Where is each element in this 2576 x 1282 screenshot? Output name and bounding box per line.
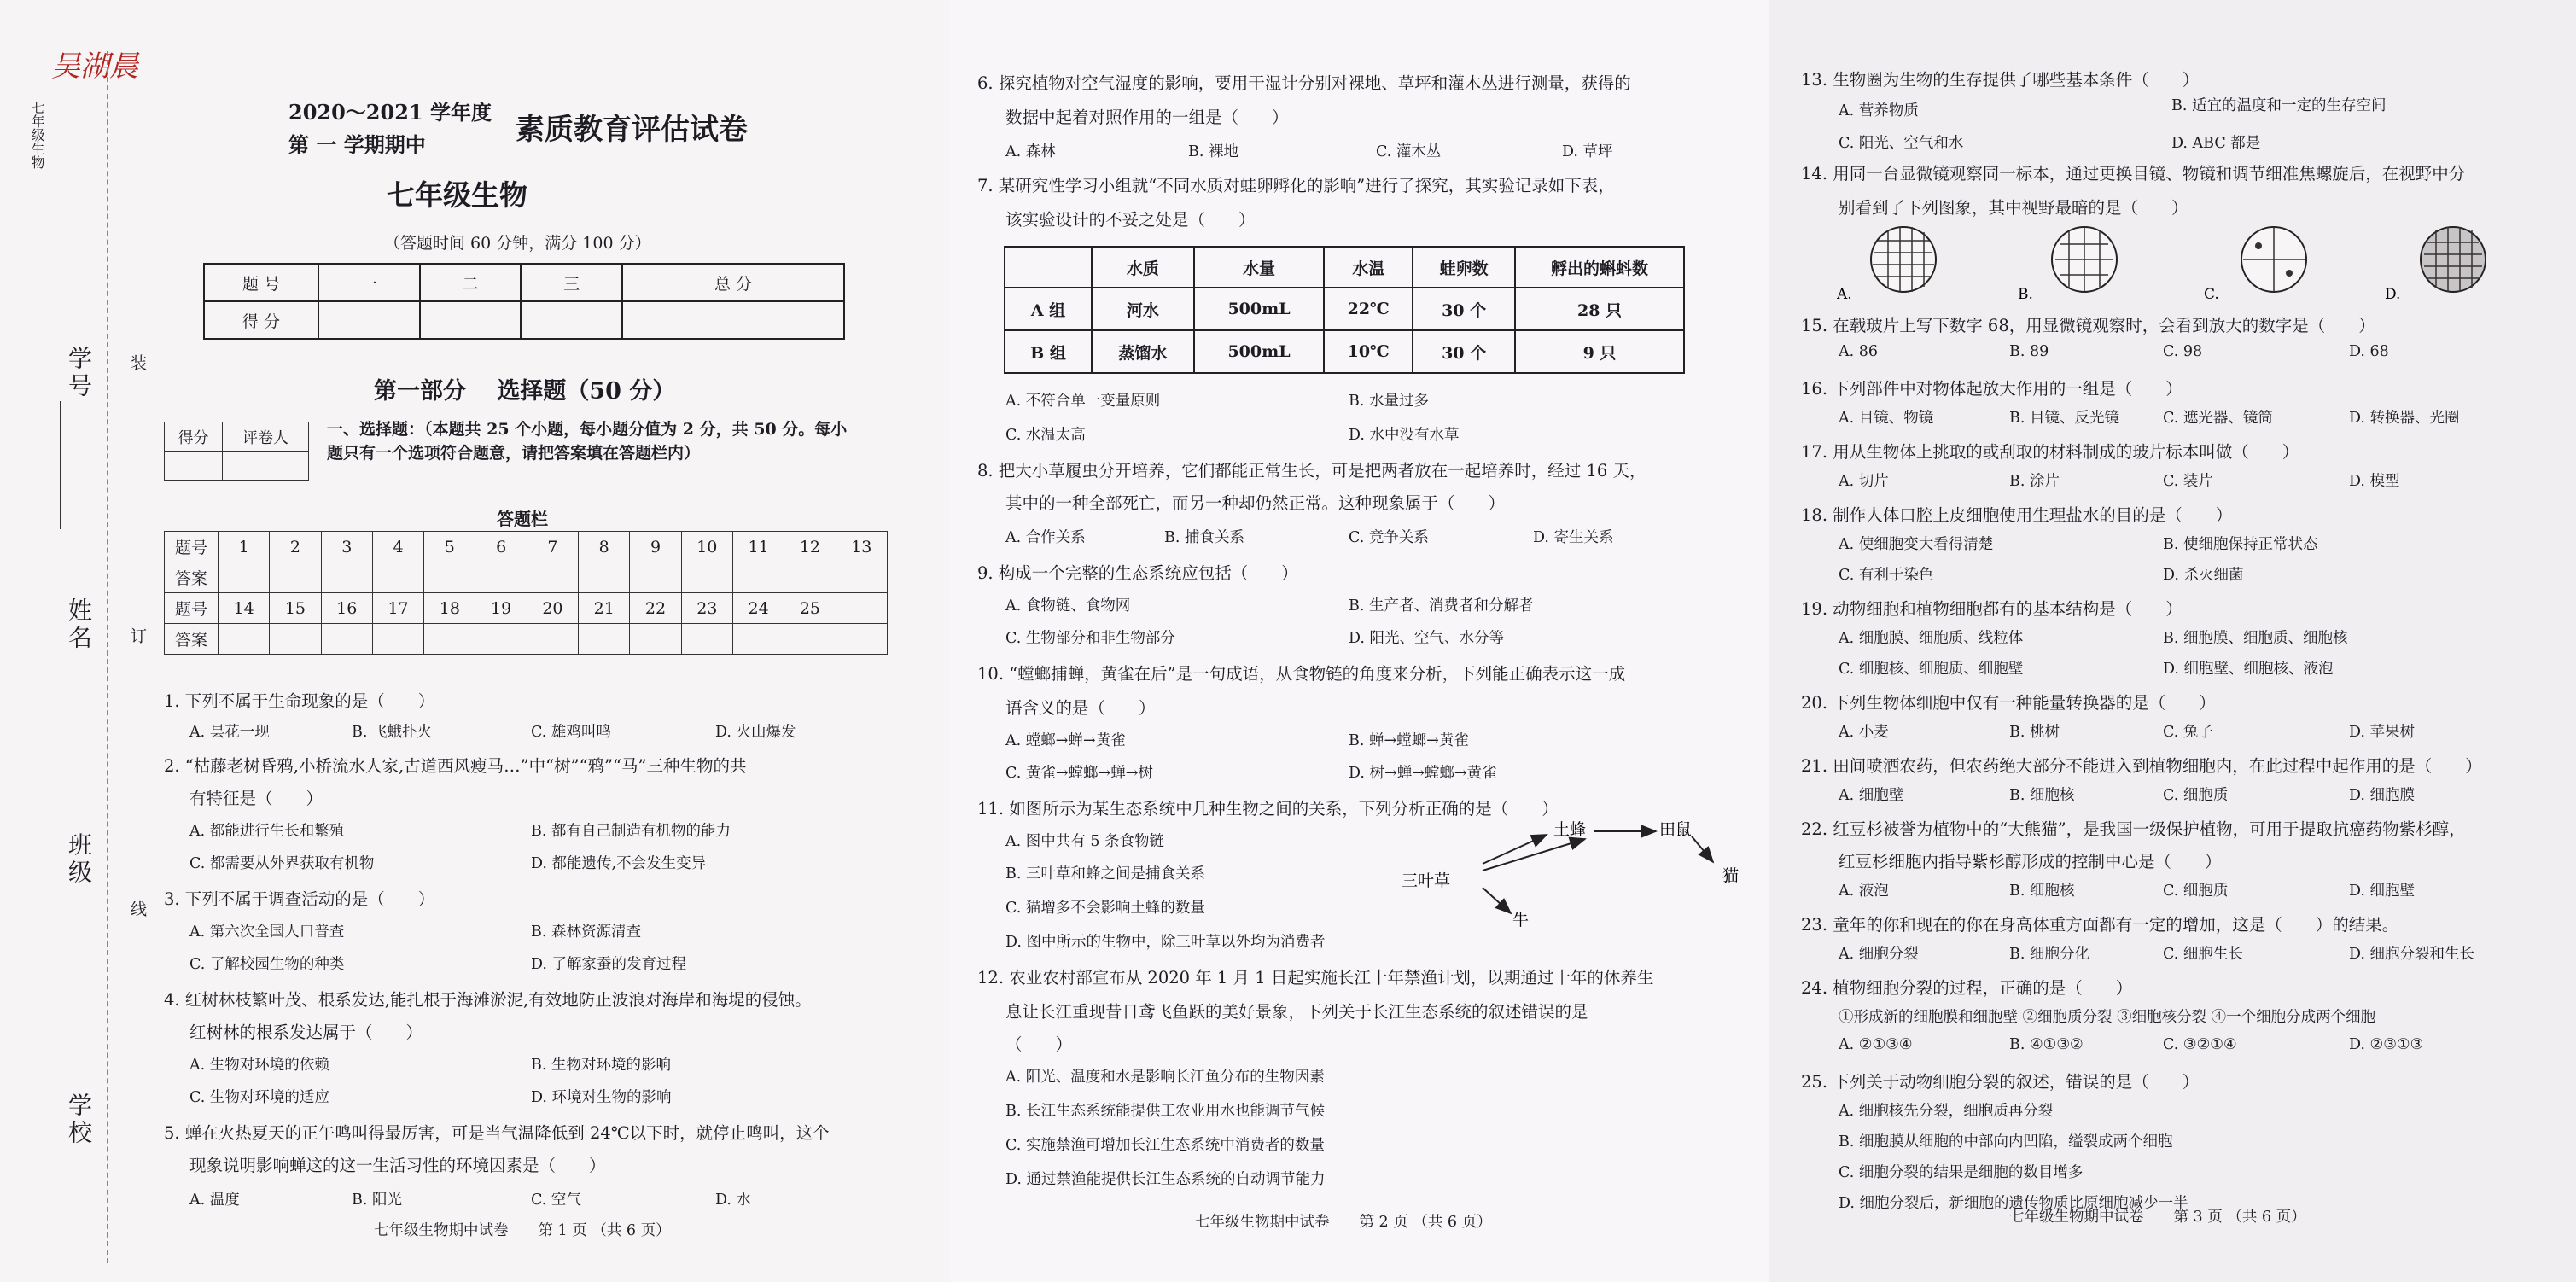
option[interactable]: D. 杀灭细菌 <box>2163 567 2244 584</box>
question-19-stem: 19. 动物细胞和植物细胞都有的基本结构是（ ） <box>1801 599 2183 619</box>
option[interactable]: A. 生物对环境的依赖 <box>189 1057 329 1074</box>
answer-cell[interactable] <box>784 624 836 655</box>
answer-cell[interactable] <box>527 562 578 593</box>
arrow <box>1483 888 1511 913</box>
score-head: 二 <box>420 264 522 301</box>
table-corner <box>1005 247 1092 288</box>
question-number: 19 <box>475 593 527 624</box>
option[interactable]: A. 切片 <box>1839 473 1889 490</box>
score-head: 题 号 <box>204 264 318 301</box>
option[interactable]: B. 生物对环境的影响 <box>531 1057 671 1074</box>
view-label: B. <box>2018 286 2033 302</box>
answer-cell[interactable] <box>372 624 423 655</box>
question-14-stem-cont: 别看到了下列图象，其中视野最暗的是（ ） <box>1839 198 2188 218</box>
option[interactable]: A. 不符合单一变量原则 <box>1005 393 1161 410</box>
answer-cell[interactable] <box>630 562 681 593</box>
question-24-stem: 24. 植物细胞分裂的过程，正确的是（ ） <box>1801 978 2133 998</box>
table-cell: A 组 <box>1005 288 1092 330</box>
bind-xian: 线 <box>128 900 147 917</box>
question-number: 16 <box>321 593 372 624</box>
option[interactable]: B. 蝉→螳螂→黄雀 <box>1349 732 1469 749</box>
question-number: 2 <box>270 532 321 562</box>
question-16-stem: 16. 下列部件中对物体起放大作用的一组是（ ） <box>1801 379 2183 399</box>
page-footer: 七年级生物期中试卷 第 1 页 （共 6 页） <box>374 1222 671 1239</box>
bind-zhuang: 装 <box>128 354 147 370</box>
question-12-stem: 12. 农业农村部宣布从 2020 年 1 月 1 日起实施长江十年禁渔计划，以期通过十年的休养生 <box>977 968 1654 988</box>
option[interactable]: C. 生物对环境的适应 <box>189 1089 329 1106</box>
option[interactable]: C. 了解校园生物的种类 <box>189 956 345 973</box>
option[interactable]: C. 细胞分裂的结果是细胞的数目增多 <box>1839 1164 2084 1181</box>
question-18-stem: 18. 制作人体口腔上皮细胞使用生理盐水的目的是（ ） <box>1801 505 2233 525</box>
answer-row-label: 题号 <box>165 593 219 624</box>
score-head: 三 <box>521 264 622 301</box>
option[interactable]: D. 了解家蚕的发育过程 <box>531 956 687 973</box>
grader-table <box>164 422 309 481</box>
arrow <box>1483 839 1585 871</box>
question-25-stem: 25. 下列关于动物细胞分裂的叙述，错误的是（ ） <box>1801 1072 2200 1092</box>
option[interactable]: A. 森林 <box>1005 143 1056 160</box>
answer-cell[interactable] <box>219 624 270 655</box>
option[interactable]: A. 图中共有 5 条食物链 <box>1005 833 1165 850</box>
score-cell[interactable] <box>318 301 420 339</box>
option[interactable]: B. 细胞膜、细胞质、细胞核 <box>2163 630 2348 647</box>
answer-cell[interactable] <box>372 562 423 593</box>
answer-cell[interactable] <box>732 562 784 593</box>
question-21-stem: 21. 田间喷洒农药，但农药绝大部分不能进入到植物细胞内，在此过程中起作用的是（ ） <box>1801 756 2482 776</box>
empty-cell <box>836 593 887 624</box>
table-header: 孵出的蝌蚪数 <box>1515 247 1684 288</box>
header-note: （答题时间 60 分钟，满分 100 分） <box>384 234 651 253</box>
question-17-stem: 17. 用从生物体上挑取的或刮取的材料制成的玻片标本叫做（ ） <box>1801 442 2299 462</box>
option[interactable]: B. 长江生态系统能提供工农业用水也能调节气候 <box>1005 1103 1325 1120</box>
question-number: 13 <box>836 532 887 562</box>
option[interactable]: C. 遮光器、镜筒 <box>2163 410 2273 427</box>
header-exam-name: 素质教育评估试卷 <box>516 113 748 147</box>
view-b <box>2052 227 2117 292</box>
option[interactable]: A. 细胞壁 <box>1839 787 1904 804</box>
option[interactable]: D. 模型 <box>2349 473 2400 490</box>
food-web-cat: 猫 <box>1722 866 1740 885</box>
frog-egg-table <box>1004 246 1685 374</box>
option[interactable]: B. 森林资源清查 <box>531 924 641 941</box>
question-5-stem-cont: 现象说明影响蝉这的这一生活习性的环境因素是（ ） <box>189 1156 606 1175</box>
grader-cell[interactable] <box>222 452 308 481</box>
food-web-clover: 三叶草 <box>1402 871 1451 890</box>
option[interactable]: B. 目镜、反光镜 <box>2009 410 2119 427</box>
table-header: 水温 <box>1324 247 1413 288</box>
score-cell[interactable] <box>622 301 844 339</box>
question-11-stem: 11. 如图所示为某生态系统中几种生物之间的关系，下列分析正确的是（ ） <box>977 799 1559 819</box>
option[interactable]: B. 细胞核 <box>2009 787 2075 804</box>
option[interactable]: C. 98 <box>2163 343 2203 360</box>
view-a <box>1871 227 1936 292</box>
option[interactable]: B. 细胞膜从细胞的中部向内凹陷，缢裂成两个细胞 <box>1839 1133 2173 1151</box>
score-head: 一 <box>318 264 420 301</box>
question-3-stem: 3. 下列不属于调查活动的是（ ） <box>164 889 435 909</box>
score-table <box>203 263 845 340</box>
option[interactable]: D. 细胞壁 <box>2349 883 2416 900</box>
option[interactable]: D. 水 <box>715 1192 752 1209</box>
question-7-stem-cont: 该实验设计的不妥之处是（ ） <box>1005 210 1256 230</box>
question-7-stem: 7. 某研究性学习小组就“不同水质对蛙卵孵化的影响”进行了探究，其实验记录如下表， <box>977 176 1615 195</box>
option[interactable]: D. 细胞壁、细胞核、液泡 <box>2163 661 2334 678</box>
option[interactable]: A. 合作关系 <box>1005 529 1086 546</box>
option[interactable]: B. 细胞分化 <box>2009 946 2089 963</box>
option[interactable]: B. 捕食关系 <box>1164 529 1244 546</box>
question-number: 22 <box>630 593 681 624</box>
view-d <box>2421 227 2486 292</box>
question-2-stem-cont: 有特征是（ ） <box>189 789 323 808</box>
part1-instructions-1: 一、选择题：（本题共 25 个小题，每小题分值为 2 分，共 50 分。每小 <box>327 420 848 439</box>
option[interactable]: A. 螳螂→蝉→黄雀 <box>1005 732 1126 749</box>
view-label: D. <box>2385 286 2401 302</box>
option[interactable]: A. 使细胞变大看得清楚 <box>1839 536 1994 553</box>
view-label: A. <box>1837 286 1852 302</box>
option[interactable]: C. 细胞质 <box>2163 883 2229 900</box>
microscope-views <box>1837 224 2486 302</box>
question-10-stem-cont: 语含义的是（ ） <box>1005 698 1156 718</box>
question-6-stem: 6. 探究植物对空气湿度的影响，要用干湿计分别对裸地、草坪和灌木丛进行测量，获得的 <box>977 73 1631 93</box>
question-20-stem: 20. 下列生物体细胞中仅有一种能量转换器的是（ ） <box>1801 693 2216 713</box>
option[interactable]: D. 树→蝉→螳螂→黄雀 <box>1349 765 1497 782</box>
question-9-stem: 9. 构成一个完整的生态系统应包括（ ） <box>977 563 1298 583</box>
answer-cell[interactable] <box>321 624 372 655</box>
option[interactable]: B. ④①③② <box>2009 1036 2084 1053</box>
option[interactable]: B. 飞蛾扑火 <box>352 724 432 741</box>
option[interactable]: D. 草坪 <box>1562 143 1613 160</box>
answer-cell[interactable] <box>475 624 527 655</box>
side-label-school: 学校 <box>65 1093 93 1147</box>
option[interactable]: A. 阳光、温度和水是影响长江鱼分布的生物因素 <box>1005 1069 1325 1086</box>
question-14-stem: 14. 用同一台显微镜观察同一标本，通过更换目镜、物镜和调节细准焦螺旋后，在视野中分 <box>1801 164 2466 184</box>
score-head: 总 分 <box>622 264 844 301</box>
option[interactable]: C. 细胞核、细胞质、细胞壁 <box>1839 661 2024 678</box>
table-cell: B 组 <box>1005 330 1092 373</box>
question-8-stem: 8. 把大小草履虫分开培养，它们都能正常生长，可是把两者放在一起培养时，经过 16 天， <box>977 461 1646 481</box>
option[interactable]: C. 灌木丛 <box>1376 143 1442 160</box>
option[interactable]: C. 水温太高 <box>1005 427 1086 444</box>
answer-cell[interactable] <box>630 624 681 655</box>
option[interactable]: B. 89 <box>2009 343 2049 360</box>
header-term: 第 一 学期期中 <box>288 132 426 157</box>
question-number: 21 <box>579 593 630 624</box>
question-12-stem-cont: 息让长江重现昔日鸢飞鱼跃的美好景象，下列关于长江生态系统的叙述错误的是 <box>1005 1002 1588 1022</box>
option[interactable]: D. 细胞分裂和生长 <box>2349 946 2475 963</box>
food-web-bee: 土蜂 <box>1553 820 1587 839</box>
answer-cell[interactable] <box>784 562 836 593</box>
table-header: 蛙卵数 <box>1413 247 1515 288</box>
question-number: 12 <box>784 532 836 562</box>
score-cell[interactable] <box>420 301 522 339</box>
option[interactable]: B. 使细胞保持正常状态 <box>2163 536 2318 553</box>
answer-cell[interactable] <box>424 562 475 593</box>
answer-cell[interactable] <box>475 562 527 593</box>
option[interactable]: B. 都有自己制造有机物的能力 <box>531 823 731 840</box>
option[interactable]: C. 竞争关系 <box>1349 529 1429 546</box>
exam-page-2 <box>949 0 1782 1282</box>
option[interactable]: C. ③②①④ <box>2163 1036 2237 1053</box>
food-web-cow: 牛 <box>1512 911 1530 929</box>
option[interactable]: D. 68 <box>2349 343 2389 360</box>
question-number: 7 <box>527 532 578 562</box>
question-23-stem: 23. 童年的你和现在的你在身高体重方面都有一定的增加，这是（ ）的结果。 <box>1801 915 2399 935</box>
header-year: 2020～2021 学年度 <box>288 100 492 125</box>
question-number: 17 <box>372 593 423 624</box>
question-number: 3 <box>321 532 372 562</box>
side-id-line <box>60 401 62 529</box>
table-cell: 10℃ <box>1324 330 1413 373</box>
arrow <box>1483 835 1547 864</box>
side-label-id: 学号 <box>65 346 93 400</box>
option[interactable]: C. 猫增多不会影响土蜂的数量 <box>1005 900 1205 917</box>
option[interactable]: A. 86 <box>1839 343 1879 360</box>
question-13-stem: 13. 生物圈为生物的生存提供了哪些基本条件（ ） <box>1801 70 2200 90</box>
option[interactable]: B. 桃树 <box>2009 724 2060 741</box>
option[interactable]: B. 适宜的温度和一定的生存空间 <box>2171 97 2387 114</box>
option[interactable]: D. 图中所示的生物中，除三叶草以外均为消费者 <box>1005 934 1326 951</box>
option[interactable]: C. 黄雀→螳螂→蝉→树 <box>1005 765 1153 782</box>
option[interactable]: D. 环境对生物的影响 <box>531 1089 672 1106</box>
option[interactable]: D. 水中没有水草 <box>1349 427 1460 444</box>
view-c <box>2241 227 2306 292</box>
grader-head: 得分 <box>165 422 223 452</box>
question-number: 24 <box>732 593 784 624</box>
question-number: 18 <box>424 593 475 624</box>
question-number: 20 <box>527 593 578 624</box>
page-footer: 七年级生物期中试卷 第 2 页 （共 6 页） <box>1195 1214 1492 1231</box>
option[interactable]: A. 液泡 <box>1839 883 1889 900</box>
food-web-mouse: 田鼠 <box>1659 820 1693 839</box>
answer-cell[interactable] <box>681 562 732 593</box>
bind-ding: 订 <box>128 627 147 644</box>
table-cell: 河水 <box>1092 288 1194 330</box>
table-cell: 500mL <box>1194 288 1324 330</box>
answer-row-label: 答案 <box>165 562 219 593</box>
answer-cell[interactable] <box>321 562 372 593</box>
question-1-stem: 1. 下列不属于生命现象的是（ ） <box>164 691 435 711</box>
option[interactable]: A. 第六次全国人口普查 <box>189 924 345 941</box>
answer-cell[interactable] <box>527 624 578 655</box>
answer-cell[interactable] <box>219 562 270 593</box>
question-number: 10 <box>681 532 732 562</box>
option[interactable]: D. 都能遗传,不会发生变异 <box>531 855 707 872</box>
answer-cell[interactable] <box>424 624 475 655</box>
page-footer: 七年级生物期中试卷 第 3 页 （共 6 页） <box>2009 1209 2306 1226</box>
option[interactable]: C. 生物部分和非生物部分 <box>1005 630 1175 647</box>
question-number: 9 <box>630 532 681 562</box>
option[interactable]: D. 阳光、空气、水分等 <box>1349 630 1505 647</box>
option[interactable]: C. 实施禁渔可增加长江生态系统中消费者的数量 <box>1005 1137 1325 1154</box>
grader-cell[interactable] <box>165 452 223 481</box>
answer-bar-title: 答题栏 <box>497 509 548 529</box>
table-cell: 蒸馏水 <box>1092 330 1194 373</box>
option[interactable]: C. 雄鸡叫鸣 <box>531 724 611 741</box>
option[interactable]: D. 细胞膜 <box>2349 787 2416 804</box>
option[interactable]: D. 苹果树 <box>2349 724 2416 741</box>
food-web-diagram <box>1402 811 1777 939</box>
answer-cell[interactable] <box>836 624 887 655</box>
exam-page-3 <box>1769 0 2576 1282</box>
answer-cell[interactable] <box>270 562 321 593</box>
question-number: 14 <box>219 593 270 624</box>
answer-cell[interactable] <box>270 624 321 655</box>
question-number: 4 <box>372 532 423 562</box>
question-number: 15 <box>270 593 321 624</box>
question-15-stem: 15. 在载玻片上写下数字 68，用显微镜观察时，会看到放大的数字是（ ） <box>1801 316 2375 335</box>
option[interactable]: A. 昙花一现 <box>189 724 270 741</box>
question-2-stem: 2. “枯藤老树昏鸦,小桥流水人家,古道西风瘦马…”中“树”“鸦”“马”三种生物的共 <box>164 756 747 776</box>
option[interactable]: A. 细胞膜、细胞质、线粒体 <box>1839 630 2024 647</box>
question-24-steps: ①形成新的细胞膜和细胞壁 ②细胞质分裂 ③细胞核分裂 ④一个细胞分成两个细胞 <box>1839 1009 2376 1026</box>
option[interactable]: A. 温度 <box>189 1192 240 1209</box>
option[interactable]: C. 都需要从外界获取有机物 <box>189 855 375 872</box>
answer-row-label: 题号 <box>165 532 219 562</box>
option[interactable]: D. 寄生关系 <box>1533 529 1614 546</box>
option[interactable]: C. 装片 <box>2163 473 2213 490</box>
option[interactable]: D. 通过禁渔能提供长江生态系统的自动调节能力 <box>1005 1171 1326 1188</box>
question-number: 25 <box>784 593 836 624</box>
table-cell: 500mL <box>1194 330 1324 373</box>
header-subject: 七年级生物 <box>387 178 527 212</box>
option[interactable]: A. 都能进行生长和繁殖 <box>189 823 345 840</box>
part1-instructions-2: 题只有一个选项符合题意，请把答案填在答题栏内） <box>327 444 701 463</box>
option[interactable]: C. 细胞生长 <box>2163 946 2243 963</box>
question-10-stem: 10. “螳螂捕蝉，黄雀在后”是一句成语，从食物链的角度来分析，下列能正确表示这一成 <box>977 664 1626 684</box>
side-label-name: 姓名 <box>65 597 93 652</box>
question-8-stem-cont: 其中的一种全部死亡，而另一种却仍然正常。这种现象属于（ ） <box>1005 493 1506 513</box>
question-22-stem-cont: 红豆杉细胞内指导紫杉醇形成的控制中心是（ ） <box>1839 852 2222 871</box>
answer-row-label: 答案 <box>165 624 219 655</box>
option[interactable]: D. ABC 都是 <box>2171 135 2261 152</box>
question-4-stem-cont: 红树林的根系发达属于（ ） <box>189 1023 423 1042</box>
option[interactable]: A. 营养物质 <box>1839 102 1919 119</box>
option[interactable]: C. 有利于染色 <box>1839 567 1934 584</box>
grader-head: 评卷人 <box>222 422 308 452</box>
side-label-class: 班级 <box>65 832 93 887</box>
question-number: 1 <box>219 532 270 562</box>
option[interactable]: A. 细胞核先分裂，细胞质再分裂 <box>1839 1103 2054 1120</box>
part1-title: 第一部分 选择题（50 分） <box>374 378 676 405</box>
option[interactable]: A. 目镜、物镜 <box>1839 410 1934 427</box>
answer-cell[interactable] <box>681 624 732 655</box>
question-number: 6 <box>475 532 527 562</box>
table-header: 水量 <box>1194 247 1324 288</box>
option[interactable]: B. 三叶草和蜂之间是捕食关系 <box>1005 865 1205 883</box>
question-4-stem: 4. 红树林枝繁叶茂、根系发达,能扎根于海滩淤泥,有效地防止波浪对海岸和海堤的侵蚀。 <box>164 990 812 1010</box>
table-cell: 30 个 <box>1413 330 1515 373</box>
question-number: 8 <box>579 532 630 562</box>
question-12-stem-cont: （ ） <box>1005 1034 1073 1054</box>
option[interactable]: B. 裸地 <box>1188 143 1238 160</box>
question-number: 11 <box>732 532 784 562</box>
answer-cell[interactable] <box>732 624 784 655</box>
answer-cell[interactable] <box>579 624 630 655</box>
option[interactable]: C. 空气 <box>531 1192 581 1209</box>
question-5-stem: 5. 蝉在火热夏天的正午鸣叫得最厉害，可是当气温降低到 24℃以下时，就停止鸣叫，这个 <box>164 1123 830 1143</box>
option[interactable]: B. 水量过多 <box>1349 393 1429 410</box>
option[interactable]: B. 涂片 <box>2009 473 2060 490</box>
score-cell[interactable] <box>521 301 622 339</box>
table-header: 水质 <box>1092 247 1194 288</box>
answer-cell[interactable] <box>579 562 630 593</box>
option[interactable]: A. 小麦 <box>1839 724 1889 741</box>
answer-table <box>164 531 888 655</box>
question-22-stem: 22. 红豆杉被誉为植物中的“大熊猫”，是我国一级保护植物，可用于提取抗癌药物紫杉醇， <box>1801 819 2466 839</box>
option[interactable]: D. 火山爆发 <box>715 724 796 741</box>
side-exam-title: 七年级生物 <box>29 101 45 169</box>
option[interactable]: A. 细胞分裂 <box>1839 946 1919 963</box>
table-cell: 28 只 <box>1515 288 1684 330</box>
answer-cell[interactable] <box>836 562 887 593</box>
option[interactable]: C. 细胞质 <box>2163 787 2229 804</box>
view-label: C. <box>2204 286 2219 302</box>
option[interactable]: A. 食物链、食物网 <box>1005 597 1131 615</box>
option[interactable]: C. 兔子 <box>2163 724 2213 741</box>
arrow <box>1692 836 1713 862</box>
option[interactable]: A. ②①③④ <box>1839 1036 1913 1053</box>
exam-page-1 <box>0 0 956 1282</box>
option[interactable]: C. 阳光、空气和水 <box>1839 135 1964 152</box>
table-cell: 22℃ <box>1324 288 1413 330</box>
handwritten-stamp: 吴湖晨 <box>51 50 138 84</box>
question-number: 23 <box>681 593 732 624</box>
score-label: 得 分 <box>204 301 318 339</box>
table-cell: 30 个 <box>1413 288 1515 330</box>
question-number: 5 <box>424 532 475 562</box>
option[interactable]: B. 细胞核 <box>2009 883 2075 900</box>
option[interactable]: B. 阳光 <box>352 1192 402 1209</box>
question-6-stem-cont: 数据中起着对照作用的一组是（ ） <box>1005 108 1289 127</box>
option[interactable]: D. 转换器、光圈 <box>2349 410 2460 427</box>
option[interactable]: D. 细胞分裂后，新细胞的遗传物质比原细胞减少一半 <box>1839 1195 2188 1212</box>
option[interactable]: D. ②③①③ <box>2349 1036 2424 1053</box>
binding-line <box>107 51 108 1263</box>
table-cell: 9 只 <box>1515 330 1684 373</box>
option[interactable]: B. 生产者、消费者和分解者 <box>1349 597 1534 615</box>
